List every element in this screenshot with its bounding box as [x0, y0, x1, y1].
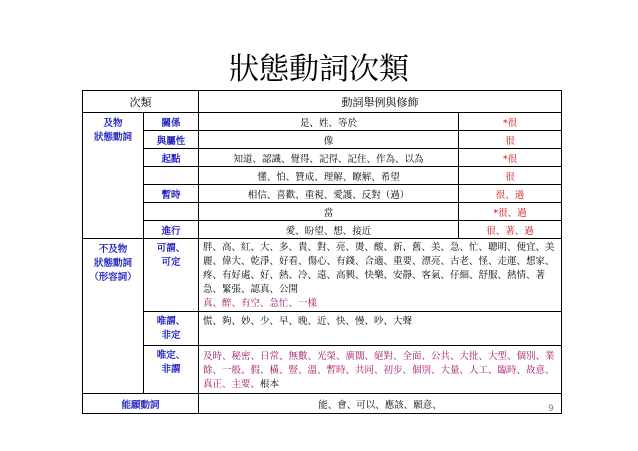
subclass-label: 可定 — [161, 257, 181, 268]
subclass-label: 進行 — [144, 221, 199, 239]
examples-text-highlight: 及時、秘密、日常、無數、光榮、廣闊、絕對、全面、公共、大批、大型、個別、業餘、一般、假、橫、豎、溫、暫時、共同、初步、個別、大量、人工、臨時、故意、真正、主要、 — [203, 351, 555, 390]
subclass-label: 唯定、 — [156, 350, 186, 361]
subclass-label: 關係 — [144, 113, 199, 131]
group-transitive — [83, 113, 144, 239]
subclass-label: 暫時 — [144, 185, 199, 203]
examples-cell: 知道、認識、覺得、記得、記住、作為、以為 — [199, 149, 459, 167]
examples-text: 慌、夠、妙、少、早、晚、近、快、慢、吵、大聲 — [203, 316, 413, 327]
examples-cell — [199, 239, 562, 312]
group-label: 不及物 — [98, 244, 128, 255]
header-row — [83, 91, 562, 113]
subclass-cell — [144, 346, 199, 394]
table-row — [83, 113, 562, 131]
group-intransitive — [83, 239, 144, 394]
examples-cell: 是、姓、等於 — [199, 113, 459, 131]
page-number: 9 — [548, 404, 554, 414]
subclass-label — [144, 203, 199, 221]
examples-cell: 相信、喜歡、重視、愛護、反對（過） — [199, 185, 459, 203]
modifier-cell: 很 — [459, 167, 562, 185]
group-label: 及物 — [103, 118, 123, 129]
examples-text: 胖、高、紅、大、多、貴、對、亮、燙、酸、新、舊、美、急、忙、聰明、便宜、美麗、偉大、乾淨、好看、傷心、有錢、合適、重要、漂亮、古老、怪、走運、想家、疼、有好處、好、熱、冷、遠、高興、快樂、安靜、客氣、仔細、舒服、熱情、著急、緊張、認真、公開 — [203, 242, 555, 295]
group-label: 狀態動詞 — [93, 258, 132, 269]
modifier-cell: 很、過 — [459, 185, 562, 203]
modifier-cell: *很、過 — [459, 203, 562, 221]
group-modal: 能願動詞 — [83, 394, 199, 414]
subclass-label: 唯謂、 — [156, 316, 186, 327]
table-row — [83, 221, 562, 239]
table-row — [83, 149, 562, 167]
examples-cell: 愛、盼望、想、接近 — [199, 221, 459, 239]
modifier-cell: 很、著、過 — [459, 221, 562, 239]
table-row — [83, 239, 562, 312]
verb-classification-table — [82, 90, 562, 414]
examples-cell — [199, 346, 562, 394]
modifier-cell: 很 — [459, 131, 562, 149]
examples-cell: 像 — [199, 131, 459, 149]
table-row — [83, 167, 562, 185]
header-examples: 動詞舉例與修飾 — [199, 91, 562, 113]
subclass-cell — [144, 239, 199, 312]
table-row — [83, 203, 562, 221]
subclass-cell — [144, 312, 199, 346]
examples-text: 根本 — [260, 379, 280, 390]
subclass-label: 非謂 — [161, 364, 181, 375]
subclass-label: 與屬性 — [144, 131, 199, 149]
modifier-cell: *很 — [459, 113, 562, 131]
table-row — [83, 394, 562, 414]
modifier-cell: *很 — [459, 149, 562, 167]
examples-text-highlight: 真、醉、有空、急忙、一樣 — [203, 298, 318, 309]
examples-cell: 能、會、可以、應該、願意、 — [199, 394, 562, 414]
table-row — [83, 131, 562, 149]
group-label: 狀態動詞 — [93, 132, 132, 143]
table-row — [83, 312, 562, 346]
table-row — [83, 346, 562, 394]
examples-cell: 懂、怕、贊成、理解、瞭解、希望 — [199, 167, 459, 185]
subclass-label: 起點 — [144, 149, 199, 167]
subclass-label: 非定 — [161, 330, 181, 341]
group-label: （形容詞） — [89, 272, 137, 283]
header-subclass: 次類 — [83, 91, 199, 113]
examples-cell — [199, 312, 562, 346]
subclass-label: 可謂、 — [156, 243, 186, 254]
page-title: 狀態動詞次類 — [229, 52, 409, 87]
table-row — [83, 185, 562, 203]
examples-cell: 當 — [199, 203, 459, 221]
subclass-label — [144, 167, 199, 185]
